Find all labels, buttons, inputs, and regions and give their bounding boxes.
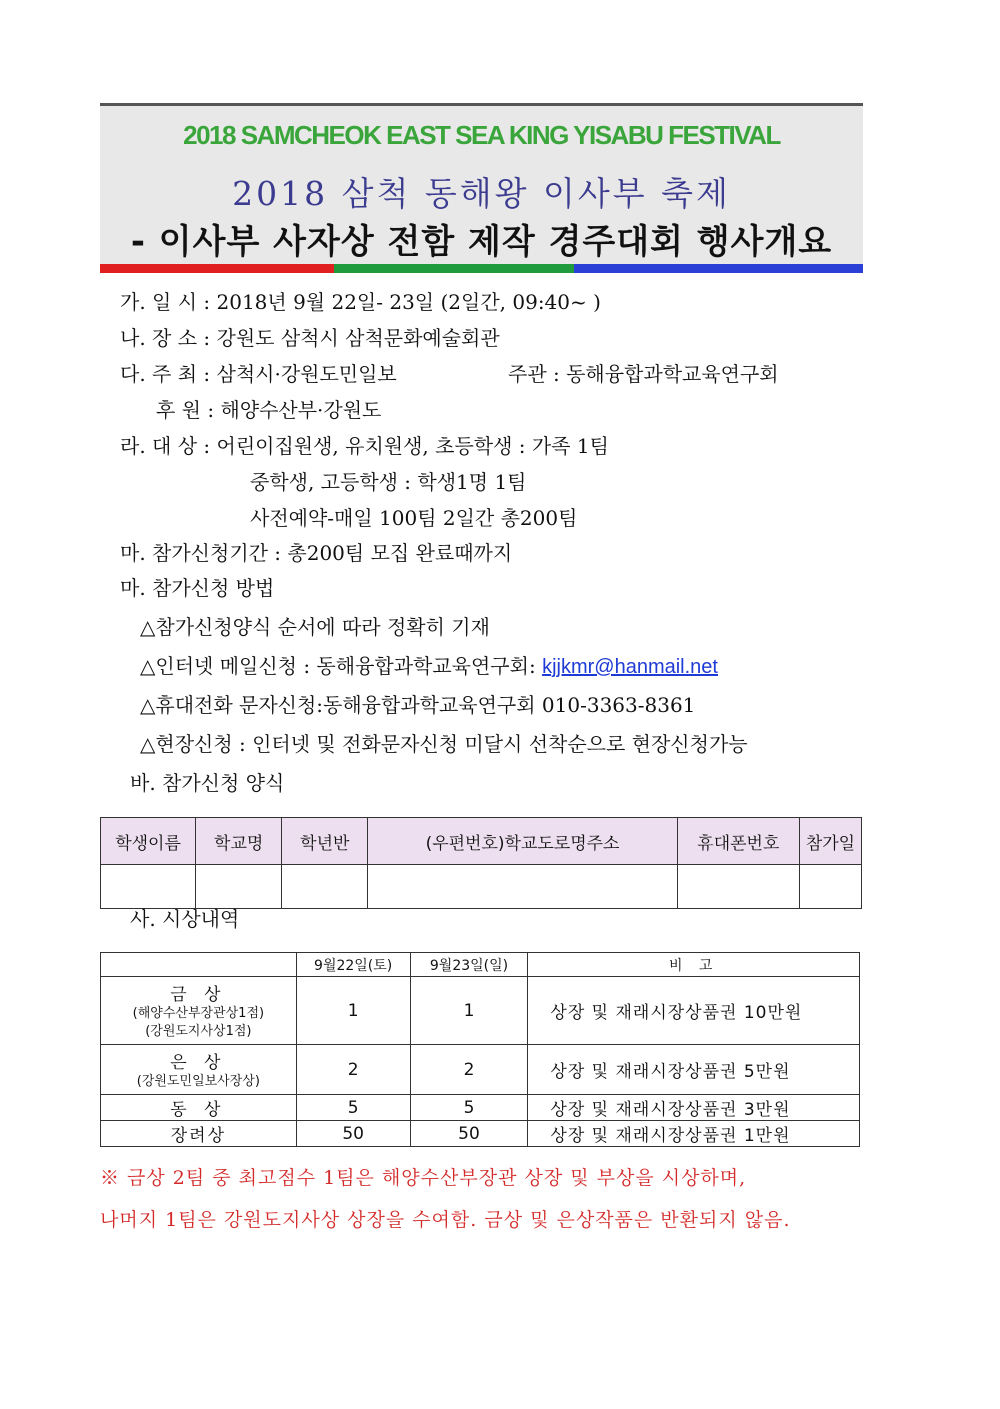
award-note: 상장 및 재래시장상품권 1만원 bbox=[528, 1121, 860, 1147]
host-value: 삼척시·강원도민일보 bbox=[216, 362, 397, 386]
target-line bbox=[120, 433, 609, 459]
red-bar bbox=[100, 264, 334, 273]
award-name-cell bbox=[101, 977, 297, 1045]
award-day1-count: 1 bbox=[296, 977, 410, 1045]
award-sub: (강원도지사상1점) bbox=[145, 1024, 252, 1039]
header-phone: 휴대폰번호 bbox=[677, 818, 799, 865]
awards-title: 사. 시상내역 bbox=[130, 907, 240, 931]
header-day2: 9월23일(일) bbox=[410, 953, 528, 977]
form-header-row bbox=[101, 818, 862, 865]
award-name-cell bbox=[101, 1045, 297, 1095]
host-line bbox=[120, 361, 397, 387]
sponsor-label: 후 원 : bbox=[156, 398, 215, 422]
target-value-1: 어린이집원생, 유치원생, 초등학생 : 가족 1팀 bbox=[216, 434, 609, 458]
method-title: 마. 참가신청 방법 bbox=[120, 576, 275, 600]
form-title: 바. 참가신청 양식 bbox=[130, 771, 285, 795]
footnote-line-2: 나머지 1팀은 강원도지사상 상장을 수여함. 금상 및 은상작품은 반환되지 않음. bbox=[100, 1209, 791, 1231]
color-bars bbox=[100, 264, 863, 273]
header-day1: 9월22일(토) bbox=[296, 953, 410, 977]
awards-table bbox=[100, 952, 860, 1147]
email-link[interactable]: kjjkmr@hanmail.net bbox=[542, 656, 718, 678]
blank-cell bbox=[677, 865, 799, 909]
target-label: 라. 대 상 : bbox=[120, 434, 211, 458]
award-day1-count: 50 bbox=[296, 1121, 410, 1147]
award-day1-count: 2 bbox=[296, 1045, 410, 1095]
place-label: 나. 장 소 : bbox=[120, 326, 211, 350]
award-sub: (강원도민일보사장상) bbox=[136, 1074, 260, 1089]
award-row-encouragement bbox=[101, 1121, 860, 1147]
header-student-name: 학생이름 bbox=[101, 818, 196, 865]
header-grade-class: 학년반 bbox=[282, 818, 368, 865]
award-note: 상장 및 재래시장상품권 10만원 bbox=[528, 977, 860, 1045]
blank-cell bbox=[196, 865, 282, 909]
target-value-3: 사전예약-매일 100팀 2일간 총200팀 bbox=[250, 506, 578, 530]
footnote-line-1: ※ 금상 2팀 중 최고점수 1팀은 해양수산부장관 상장 및 부상을 시상하며, bbox=[100, 1167, 747, 1189]
blank-cell bbox=[282, 865, 368, 909]
event-subtitle: - 이사부 사자상 전함 제작 경주대회 행사개요 bbox=[130, 222, 833, 262]
award-name: 동 상 bbox=[101, 1095, 297, 1121]
blank-cell bbox=[101, 865, 196, 909]
blank-cell bbox=[799, 865, 861, 909]
application-form-table bbox=[100, 817, 862, 909]
title-banner bbox=[100, 103, 863, 266]
organizer: 주관 : 동해융합과학교육연구회 bbox=[508, 362, 779, 386]
target-value-2: 중학생, 고등학생 : 학생1명 1팀 bbox=[250, 470, 527, 494]
award-name: 금 상 bbox=[170, 985, 227, 1005]
date-value: 2018년 9월 22일- 23일 (2일간, 09:40~ ) bbox=[216, 290, 601, 314]
date-line bbox=[120, 289, 601, 315]
place-line bbox=[120, 325, 500, 351]
awards-header-row bbox=[101, 953, 860, 977]
award-name: 장려상 bbox=[101, 1121, 297, 1147]
english-title: 2018 SAMCHEOK EAST SEA KING YISABU FESTIVAL bbox=[183, 120, 780, 150]
award-day2-count: 2 bbox=[410, 1045, 528, 1095]
award-day2-count: 5 bbox=[410, 1095, 528, 1121]
blue-bar bbox=[574, 264, 863, 273]
sponsor-line bbox=[156, 397, 381, 423]
header-note: 비 고 bbox=[528, 953, 860, 977]
award-note: 상장 및 재래시장상품권 5만원 bbox=[528, 1045, 860, 1095]
sponsor-value: 해양수산부·강원도 bbox=[220, 398, 382, 422]
award-day1-count: 5 bbox=[296, 1095, 410, 1121]
award-note: 상장 및 재래시장상품권 3만원 bbox=[528, 1095, 860, 1121]
award-day2-count: 1 bbox=[410, 977, 528, 1045]
method-1: △참가신청양식 순서에 따라 정확히 기재 bbox=[140, 615, 490, 639]
award-day2-count: 50 bbox=[410, 1121, 528, 1147]
date-label: 가. 일 시 : bbox=[120, 290, 211, 314]
green-bar bbox=[334, 264, 574, 273]
header-school-name: 학교명 bbox=[196, 818, 282, 865]
header-school-address: (우편번호)학교도로명주소 bbox=[368, 818, 677, 865]
method-4: △현장신청 : 인터넷 및 전화문자신청 미달시 선착순으로 현장신청가능 bbox=[140, 732, 748, 756]
method-2-text: △인터넷 메일신청 : 동해융합과학교육연구회: bbox=[140, 654, 536, 678]
application-period: 마. 참가신청기간 : 총200팀 모집 완료때까지 bbox=[120, 541, 513, 565]
award-row-gold bbox=[101, 977, 860, 1045]
method-3: △휴대전화 문자신청:동해융합과학교육연구회 010-3363-8361 bbox=[140, 693, 696, 717]
form-blank-row bbox=[101, 865, 862, 909]
blank-cell bbox=[368, 865, 677, 909]
host-label: 다. 주 최 : bbox=[120, 362, 211, 386]
method-2 bbox=[140, 653, 718, 680]
place-value: 강원도 삼척시 삼척문화예술회관 bbox=[216, 326, 500, 350]
header-participation-day: 참가일 bbox=[799, 818, 861, 865]
korean-title: 2018 삼척 동해왕 이사부 축제 bbox=[232, 174, 731, 213]
awards-header-blank bbox=[101, 953, 297, 977]
award-name: 은 상 bbox=[170, 1053, 227, 1073]
award-row-silver bbox=[101, 1045, 860, 1095]
award-sub: (해양수산부장관상1점) bbox=[132, 1006, 265, 1021]
award-row-bronze bbox=[101, 1095, 860, 1121]
